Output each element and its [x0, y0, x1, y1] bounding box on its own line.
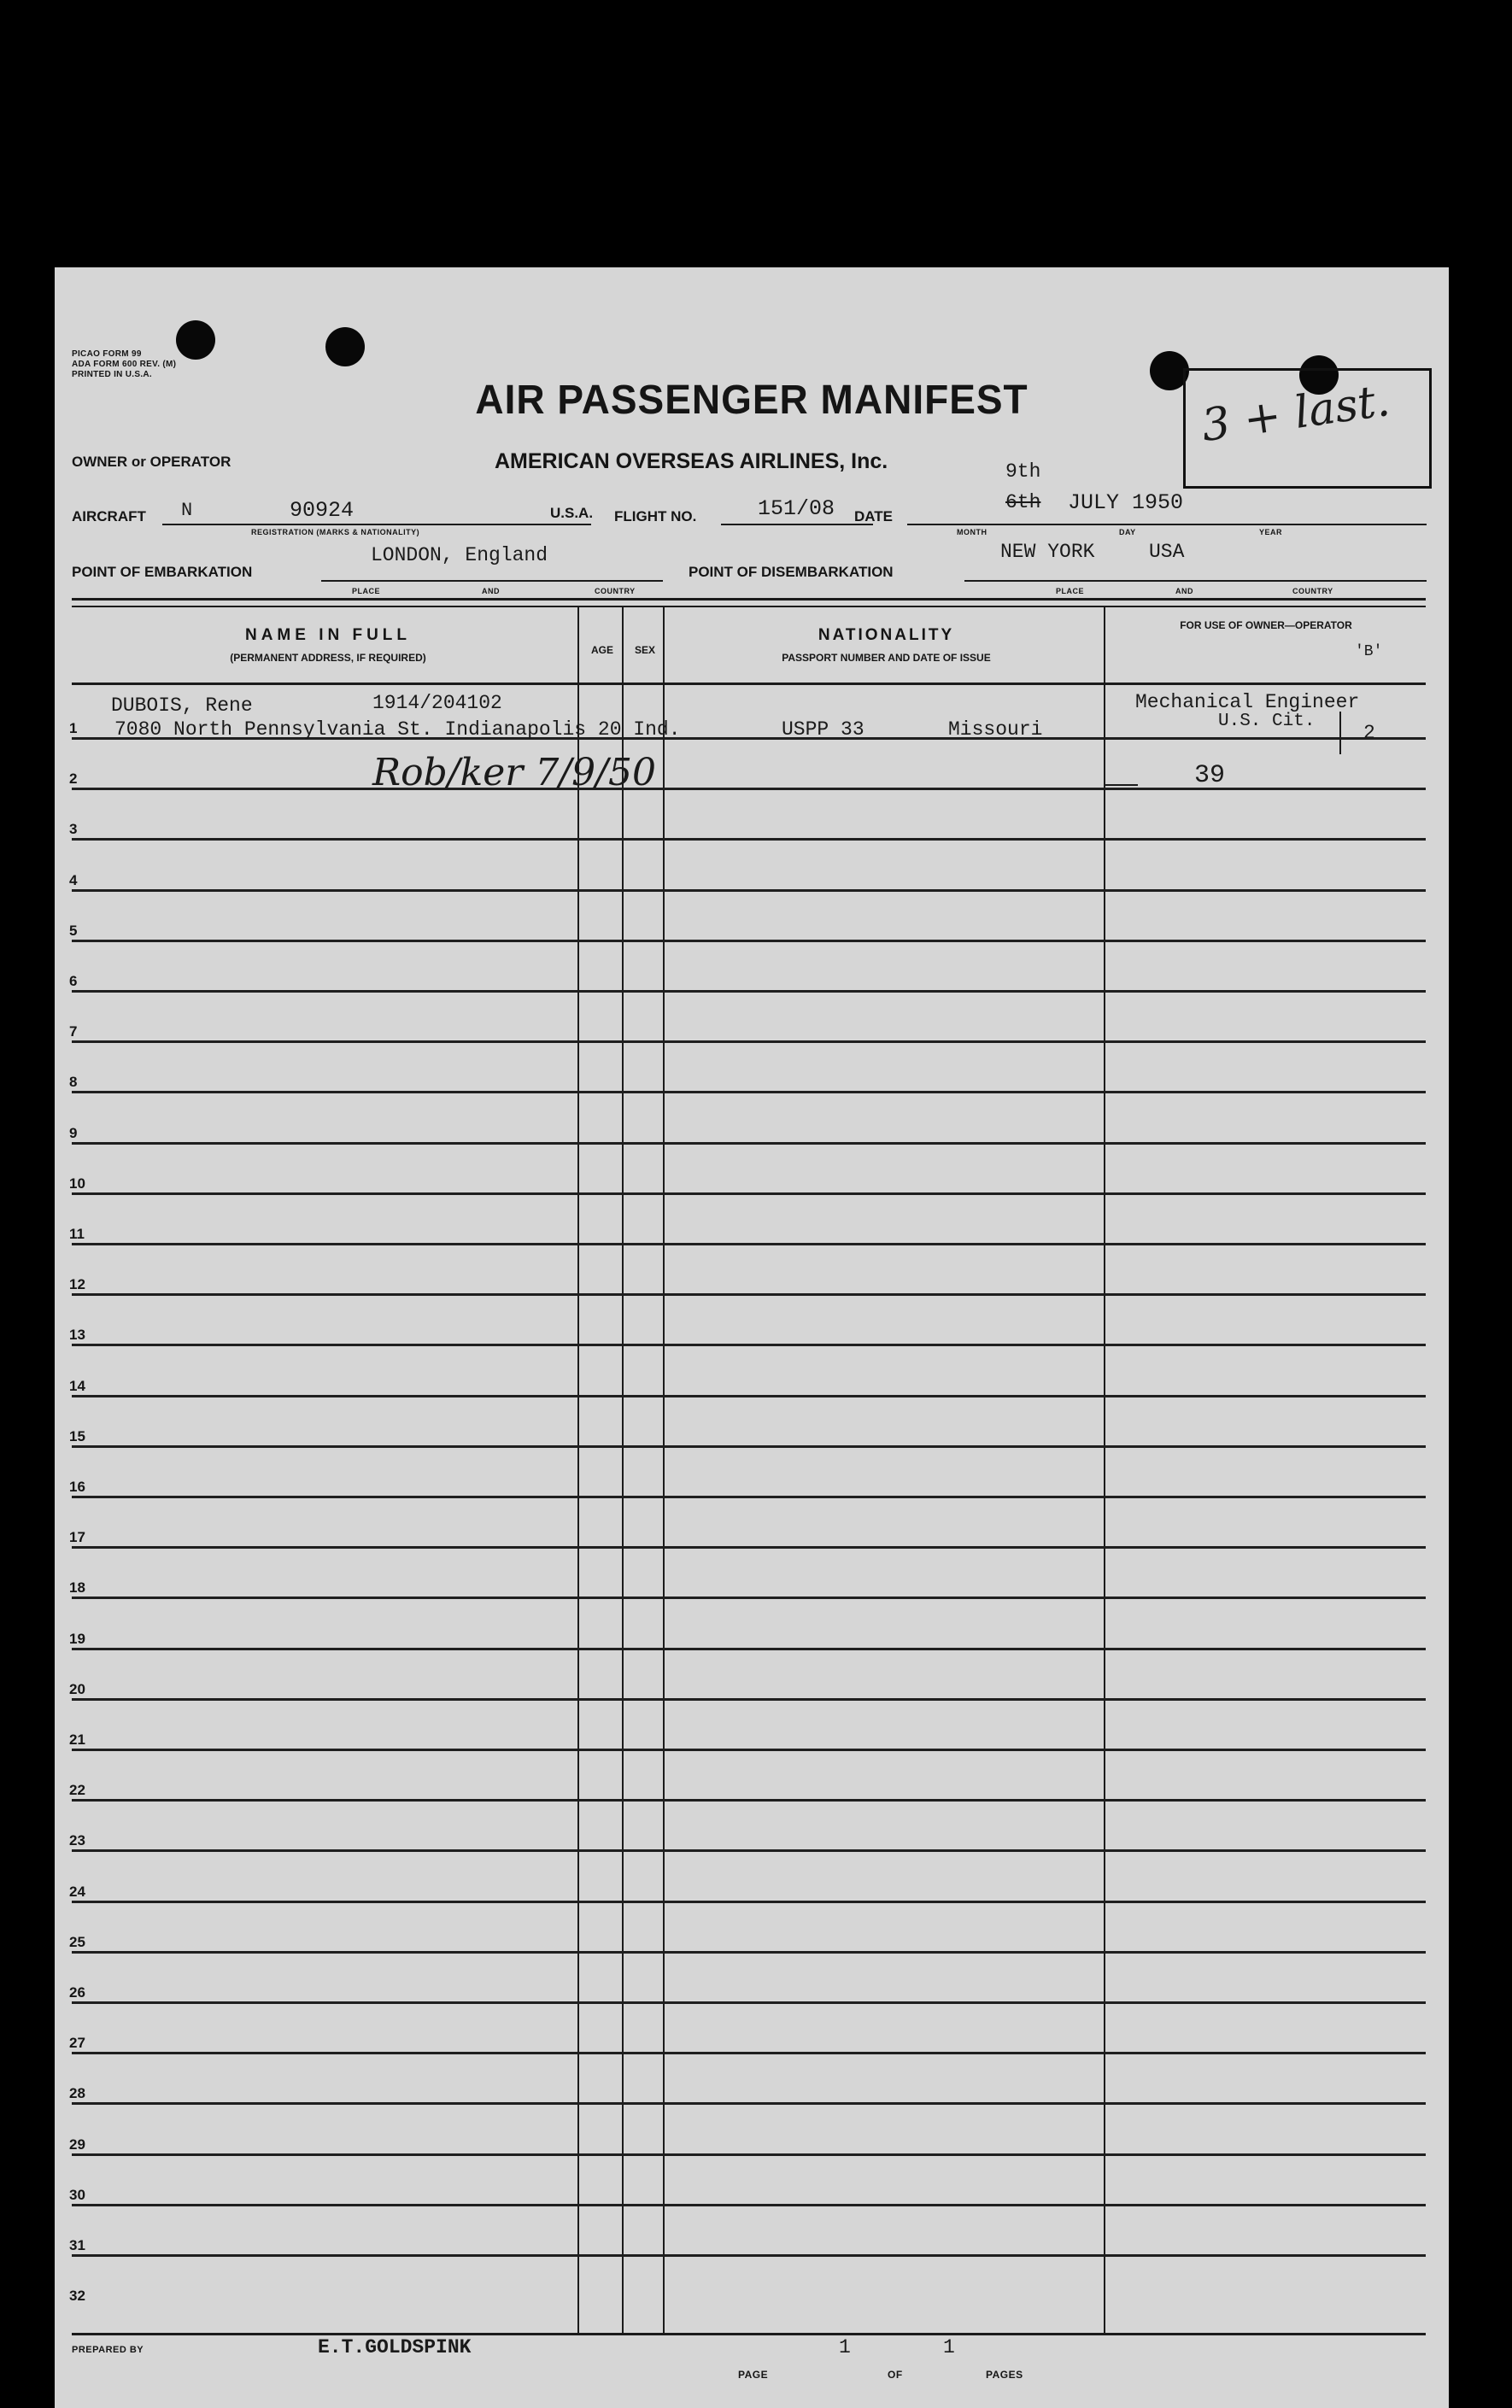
row-number: 30: [69, 2187, 85, 2203]
row-number: 18: [69, 1579, 85, 1596]
row-number: 8: [69, 1074, 78, 1090]
row-rule: [72, 1749, 1426, 1751]
column-header-name: [72, 626, 584, 664]
owner-use-mark: 'B': [1355, 643, 1383, 660]
row-number: 15: [69, 1428, 85, 1444]
passenger-count: 2: [1363, 722, 1375, 744]
corner-note: 3 + last.: [1198, 374, 1393, 453]
column-divider: [577, 607, 579, 2333]
row-rule: [72, 1901, 1426, 1903]
row-rule: [72, 1040, 1426, 1043]
place-caption: PLACE: [352, 587, 381, 595]
row-number: 11: [69, 1226, 85, 1242]
row-number: 19: [69, 1631, 85, 1647]
row-number: 27: [69, 2035, 85, 2051]
header-bottom-rule: [72, 683, 1426, 685]
owner-label: OWNER or OPERATOR: [72, 454, 231, 470]
column-divider: [1339, 712, 1341, 754]
and-caption: AND: [1175, 587, 1193, 595]
row-rule: [72, 1951, 1426, 1954]
row-rule: [72, 1243, 1426, 1245]
embarkation-label: POINT OF EMBARKATION: [72, 564, 253, 580]
row-rule: [72, 1597, 1426, 1599]
row-rule: [72, 1192, 1426, 1195]
passenger-state: Missouri: [948, 718, 1043, 741]
date-day: 9th: [1005, 460, 1041, 483]
row-number: 10: [69, 1175, 85, 1192]
date-value: JULY 1950: [1068, 490, 1184, 515]
registration-caption: REGISTRATION (MARKS & NATIONALITY): [251, 528, 420, 536]
row-rule: [72, 838, 1426, 841]
column-header-owner-use: FOR USE OF OWNER—OPERATOR: [1180, 619, 1352, 631]
of-label: OF: [888, 2369, 903, 2381]
flight-value: 151/08: [758, 496, 835, 521]
date-caption-day: DAY: [1119, 528, 1136, 536]
aircraft-label: AIRCRAFT: [72, 508, 146, 524]
row-rule: [72, 1344, 1426, 1346]
column-header-age: AGE: [590, 644, 613, 656]
row-rule: [72, 1293, 1426, 1296]
form-id-line: PICAO FORM 99: [72, 349, 142, 359]
punch-hole-2: [325, 327, 365, 366]
row-rule: [72, 1799, 1426, 1802]
table-top-rule: [72, 598, 1426, 601]
place-caption: PLACE: [1056, 587, 1085, 595]
column-title: NATIONALITY: [818, 626, 955, 644]
row-number: 7: [69, 1023, 78, 1040]
passenger-code: 1914/204102: [372, 692, 502, 714]
row-number: 13: [69, 1327, 85, 1343]
date-struck: 6th: [1005, 491, 1041, 513]
row-number: 6: [69, 973, 78, 989]
and-caption: AND: [482, 587, 500, 595]
owner-value: AMERICAN OVERSEAS AIRLINES, Inc.: [495, 449, 888, 473]
row-number: 31: [69, 2237, 85, 2253]
page-count-box: [1183, 368, 1432, 489]
prepared-value: E.T.GOLDSPINK: [318, 2336, 472, 2358]
date-line: [907, 524, 1427, 525]
row-number: 5: [69, 923, 78, 939]
disembarkation-value: NEW YORK: [1000, 541, 1095, 563]
country-caption: COUNTRY: [595, 587, 636, 595]
column-divider: [663, 607, 665, 2333]
row-number: 9: [69, 1125, 78, 1141]
row-rule: [72, 2153, 1426, 2156]
flight-label: FLIGHT NO.: [614, 508, 697, 524]
form-id-line: PRINTED IN U.S.A.: [72, 370, 152, 379]
row-rule: [72, 1698, 1426, 1701]
row-rule: [72, 1496, 1426, 1498]
row-rule: [72, 1648, 1426, 1650]
row-number: 29: [69, 2136, 85, 2153]
row-rule: [72, 990, 1426, 993]
column-title: NAME IN FULL: [244, 626, 412, 644]
column-divider: [1104, 607, 1105, 2333]
row-number: 1: [69, 720, 78, 736]
row-number: 20: [69, 1681, 85, 1697]
punch-hole-1: [176, 320, 215, 360]
row-rule: [72, 1445, 1426, 1448]
passenger-passport: USPP 33: [782, 718, 864, 741]
row-rule: [72, 2254, 1426, 2257]
page-value: 1: [839, 2336, 851, 2358]
embarkation-line: [321, 580, 663, 582]
row-number: 25: [69, 1934, 85, 1950]
aircraft-prefix: N: [181, 500, 193, 521]
row-2-number: 39: [1194, 761, 1226, 790]
row-number: 21: [69, 1731, 85, 1748]
page-label: PAGE: [738, 2369, 769, 2381]
row-rule: [72, 1142, 1426, 1145]
date-label: DATE: [854, 508, 894, 524]
aircraft-line: [162, 524, 591, 525]
embarkation-value: LONDON, England: [371, 544, 548, 566]
column-subtitle: PASSPORT NUMBER AND DATE OF ISSUE: [782, 652, 991, 664]
row-rule: [72, 1395, 1426, 1397]
row-number: 14: [69, 1378, 85, 1394]
prepared-label: PREPARED BY: [72, 2345, 144, 2355]
row-number: 3: [69, 821, 78, 837]
disembarkation-country: USA: [1149, 541, 1185, 563]
column-header-nationality: [666, 626, 1106, 664]
row-2-dash: [1104, 784, 1138, 786]
column-header-sex: SEX: [634, 644, 655, 656]
disembarkation-label: POINT OF DISEMBARKATION: [689, 564, 894, 580]
footer-rule: [72, 2333, 1426, 2335]
form-id-line: ADA FORM 600 REV. (M): [72, 360, 177, 369]
row-number: 17: [69, 1529, 85, 1545]
pages-label: PAGES: [986, 2369, 1023, 2381]
passenger-occupation: Mechanical Engineer: [1135, 691, 1360, 713]
row-rule: [72, 2052, 1426, 2054]
row-number: 4: [69, 872, 78, 888]
row-rule: [72, 889, 1426, 892]
row-number: 28: [69, 2085, 85, 2101]
row-number: 22: [69, 1782, 85, 1798]
flight-line: [721, 524, 873, 525]
date-caption-month: MONTH: [957, 528, 987, 536]
row-rule: [72, 2204, 1426, 2206]
country-label: U.S.A.: [550, 505, 594, 521]
row-rule: [72, 1546, 1426, 1549]
row-number: 24: [69, 1884, 85, 1900]
column-subtitle: (PERMANENT ADDRESS, IF REQUIRED): [230, 652, 426, 664]
table-top-rule: [72, 606, 1426, 607]
handwritten-signature: Rob/ker 7/9/50: [372, 751, 656, 794]
row-number: 23: [69, 1832, 85, 1848]
of-value: 1: [943, 2336, 955, 2358]
country-caption: COUNTRY: [1292, 587, 1333, 595]
column-divider: [622, 607, 624, 2333]
disembarkation-line: [964, 580, 1427, 582]
passenger-name: DUBOIS, Rene: [111, 694, 253, 717]
row-number: 32: [69, 2288, 85, 2304]
passenger-address: 7080 North Pennsylvania St. Indianapolis 20 Ind.: [114, 718, 681, 741]
row-number: 12: [69, 1276, 85, 1292]
date-caption-year: YEAR: [1259, 528, 1283, 536]
row-number: 16: [69, 1479, 85, 1495]
row-rule: [72, 1849, 1426, 1852]
row-number: 26: [69, 1984, 85, 2001]
aircraft-value: 90924: [290, 498, 355, 523]
row-rule: [72, 2001, 1426, 2004]
page-title: AIR PASSENGER MANIFEST: [475, 375, 1029, 423]
row-number: 2: [69, 770, 78, 787]
row-rule: [72, 1091, 1426, 1093]
row-rule: [72, 940, 1426, 942]
manifest-sheet: [55, 267, 1449, 2408]
passenger-citizenship: U.S. Cit.: [1218, 712, 1316, 731]
row-rule: [72, 2102, 1426, 2105]
